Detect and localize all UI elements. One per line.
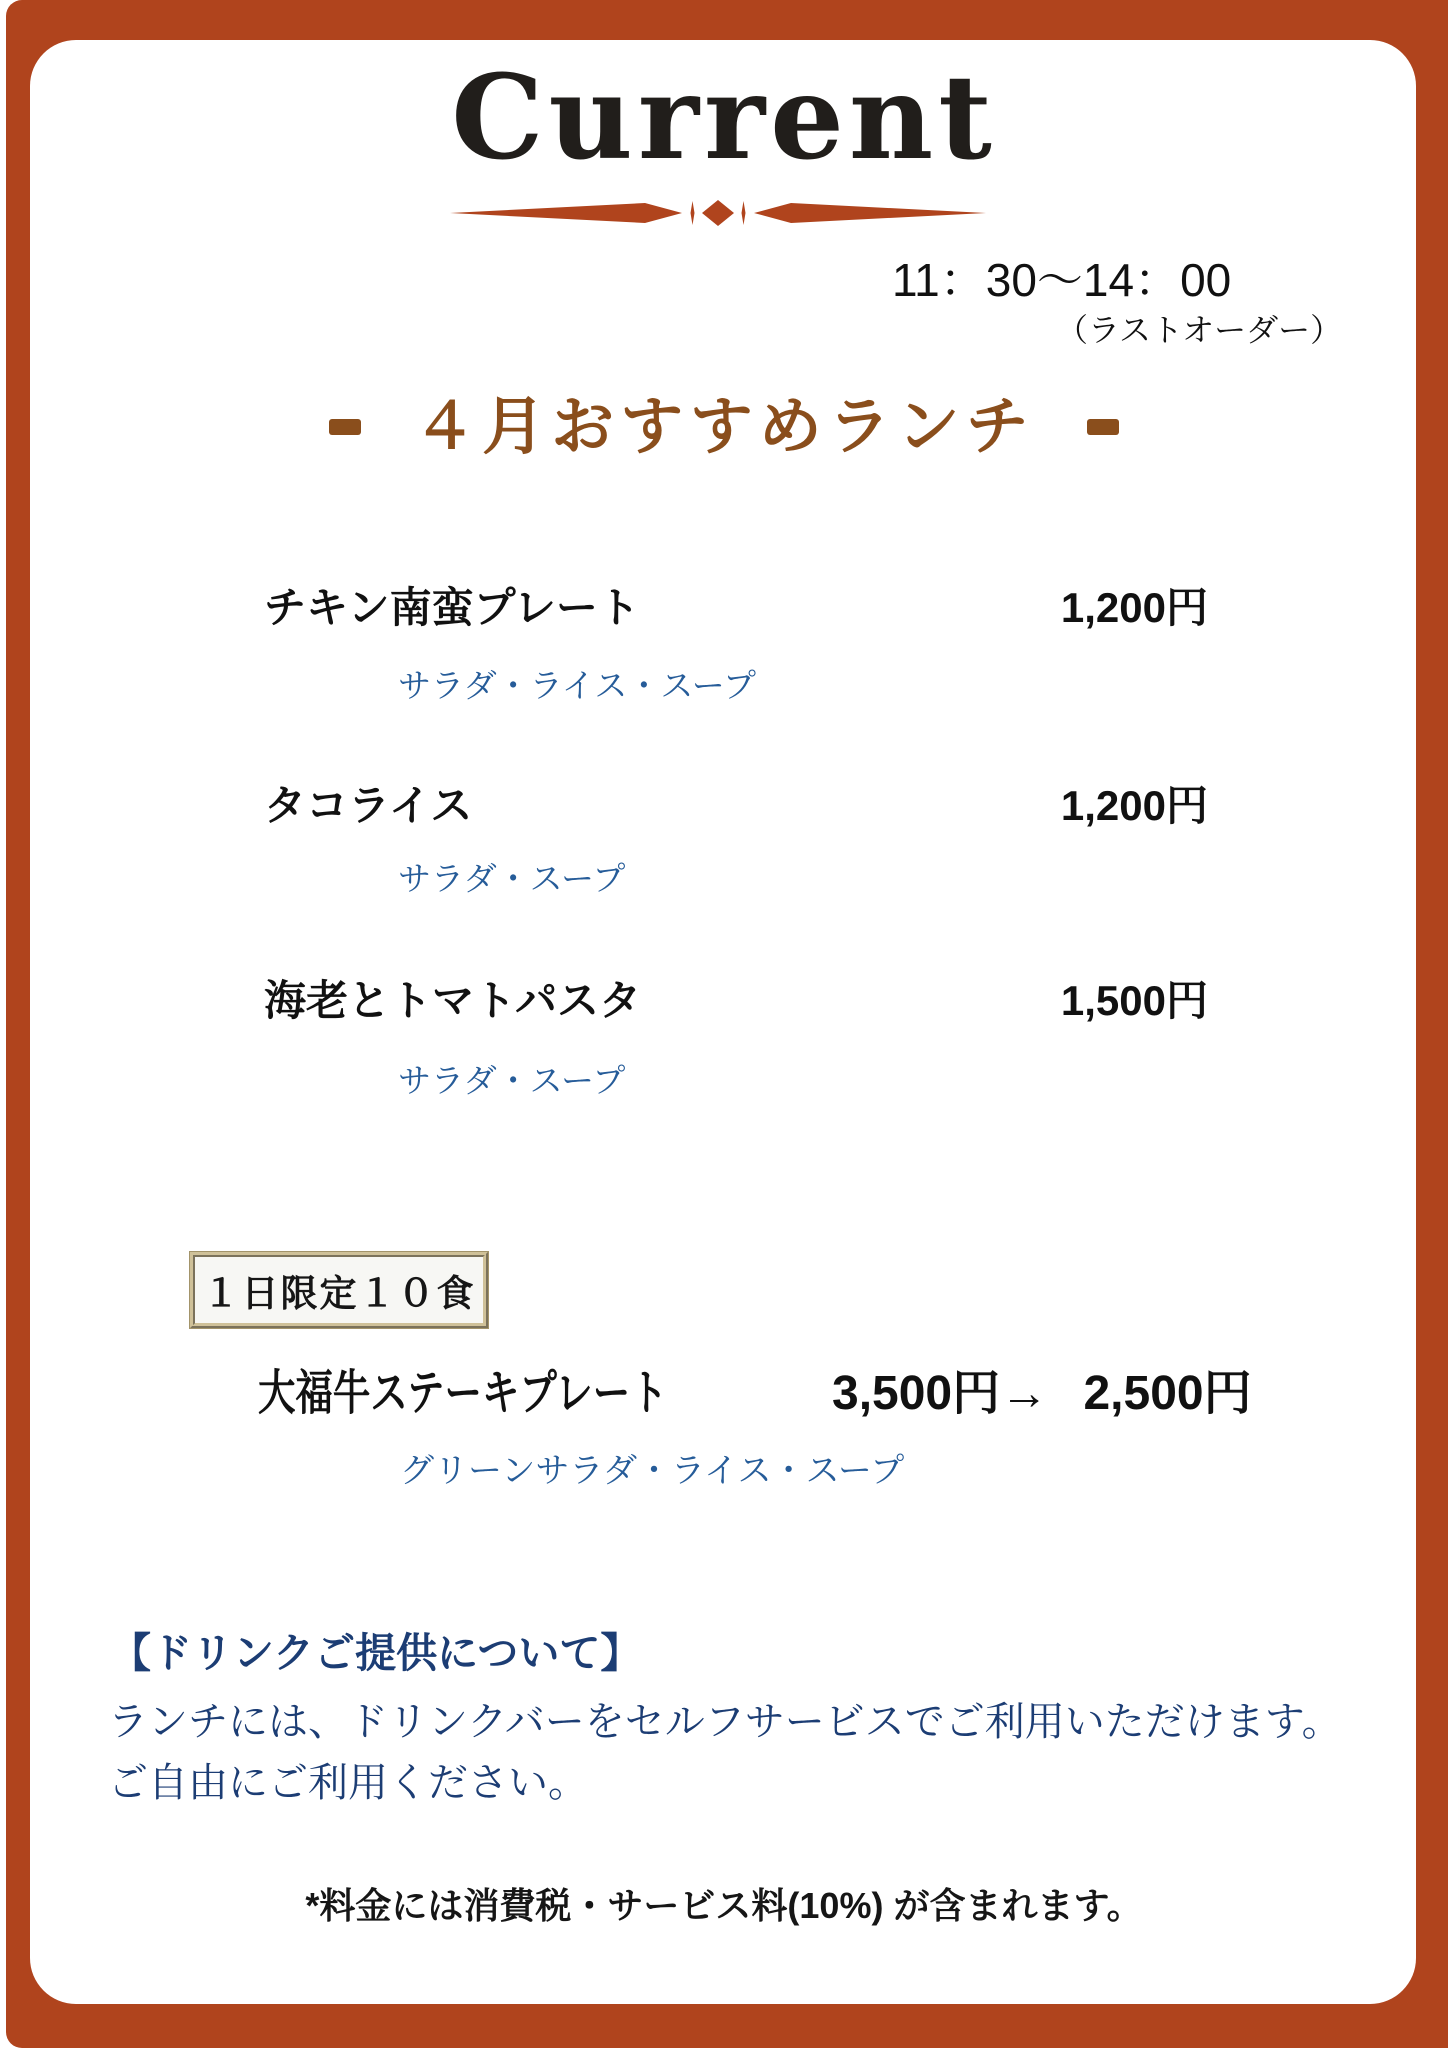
menu-title: Current xyxy=(451,50,997,186)
drink-info-heading: 【ドリンクご提供について】 xyxy=(110,1630,642,1676)
tax-service-note: *料金には消費税・サービス料(10%) が含まれます。 xyxy=(305,1885,1143,1926)
lunch-hours: 11：30～14：00 xyxy=(892,254,1232,306)
month-heading-row xyxy=(0,392,1448,462)
divider-right-blade xyxy=(754,203,986,223)
item-name: 海老とトマトパスタ xyxy=(264,977,642,1024)
special-item-includes: グリーンサラダ・ライス・スープ xyxy=(400,1452,905,1490)
item-includes: サラダ・スープ xyxy=(398,860,626,897)
daily-limit-badge xyxy=(190,1252,488,1328)
divider-right-tick xyxy=(742,201,746,225)
special-price-original: 3,500円→ xyxy=(832,1367,1049,1420)
menu-item-row xyxy=(264,583,1208,633)
divider-left-tick xyxy=(691,201,695,225)
drink-info-line1: ランチには、ドリンクバーをセルフサービスでご利用いただけます。 xyxy=(108,1700,1342,1744)
last-order-note: （ラストオーダー） xyxy=(1056,312,1343,348)
special-item-prices xyxy=(832,1366,1252,1422)
month-heading: ４月おすすめランチ xyxy=(413,392,1035,462)
daily-limit-badge-label: １日限定１０食 xyxy=(202,1273,476,1314)
heading-dash-left xyxy=(329,419,361,435)
item-includes: サラダ・ライス・スープ xyxy=(398,667,757,704)
divider-center-diamond xyxy=(702,200,734,226)
special-price-sale: 2,500円 xyxy=(1083,1367,1252,1420)
divider-left-blade xyxy=(450,203,682,223)
item-price: 1,200円 xyxy=(1060,584,1208,631)
item-price: 1,200円 xyxy=(1060,782,1208,829)
title-divider-ornament xyxy=(450,196,986,230)
item-name: チキン南蛮プレート xyxy=(264,584,640,631)
menu-item-row xyxy=(264,781,1208,831)
menu-item-row xyxy=(264,976,1208,1026)
drink-info-line2: ご自由にご利用ください。 xyxy=(108,1761,588,1805)
item-name: タコライス xyxy=(264,782,473,829)
heading-dash-right xyxy=(1087,419,1119,435)
item-price: 1,500円 xyxy=(1060,977,1208,1024)
special-item-name: 大福牛ステーキプレート xyxy=(258,1367,668,1420)
item-includes: サラダ・スープ xyxy=(398,1062,626,1099)
